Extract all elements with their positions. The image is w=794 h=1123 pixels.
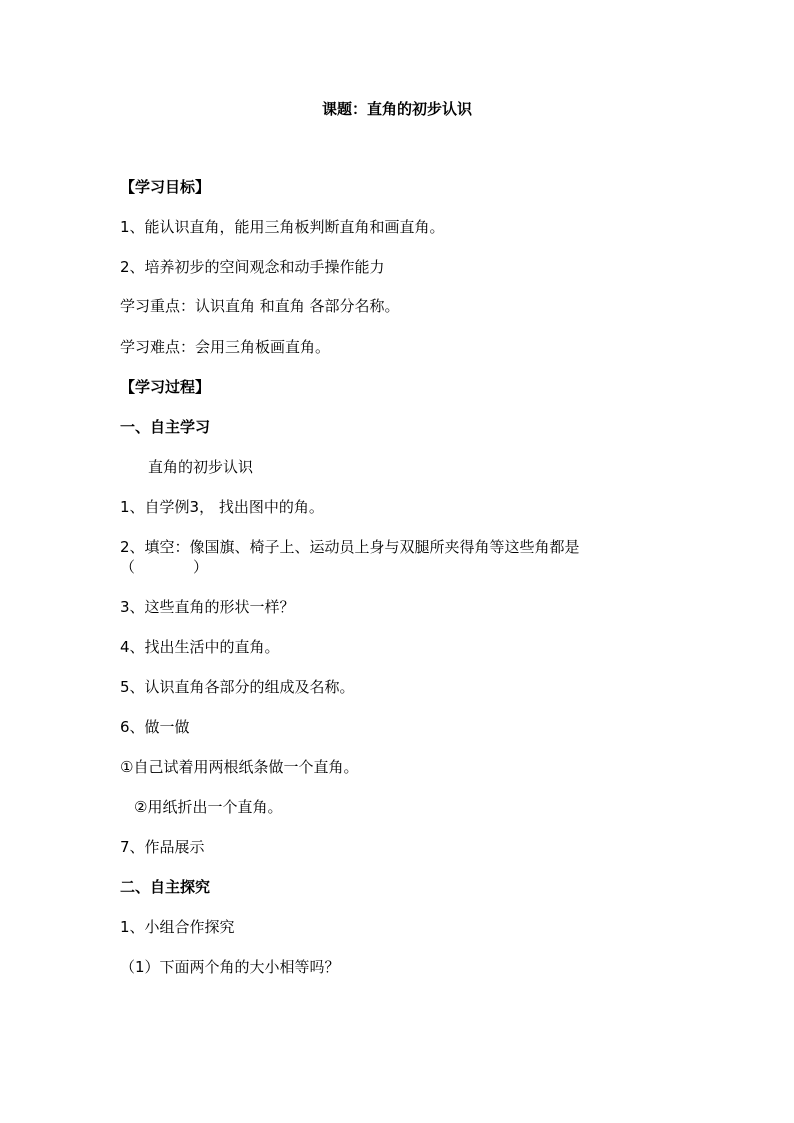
part-2-item-1: 1、小组合作探究 bbox=[120, 918, 235, 936]
goal-item-1: 1、能认识直角，能用三角板判断直角和画直角。 bbox=[120, 218, 445, 236]
step-item-6a: ①自己试着用两根纸条做一个直角。 bbox=[120, 758, 359, 776]
part-2-question-1: （1）下面两个角的大小相等吗？ bbox=[120, 958, 340, 976]
section-heading-goals: 【学习目标】 bbox=[120, 178, 211, 196]
step-item-6b: ②用纸折出一个直角。 bbox=[134, 798, 283, 816]
step-item-2: 2、填空：像国旗、椅子上、运动员上身与双腿所夹得角等这些角都是 bbox=[120, 538, 580, 556]
step-item-1: 1、自学例3， 找出图中的角。 bbox=[120, 498, 324, 516]
goal-item-2: 2、培养初步的空间观念和动手操作能力 bbox=[120, 258, 385, 276]
step-item-6: 6、做一做 bbox=[120, 718, 190, 736]
section-heading-process: 【学习过程】 bbox=[120, 378, 211, 396]
blank-open-paren: （ bbox=[120, 558, 136, 576]
part-2-heading: 二、自主探究 bbox=[120, 878, 211, 896]
difficulty-text: 学习难点：会用三角板画直角。 bbox=[120, 338, 331, 356]
step-item-7: 7、作品展示 bbox=[120, 838, 205, 856]
part-1-heading: 一、自主学习 bbox=[120, 418, 211, 436]
blank-close-paren: ） bbox=[193, 558, 209, 576]
step-item-5: 5、认识直角各部分的组成及名称。 bbox=[120, 678, 355, 696]
document-title: 课题：直角的初步认识 bbox=[321, 100, 472, 118]
key-point-text: 学习重点：认识直角 和直角 各部分名称。 bbox=[120, 297, 400, 315]
fill-in-blank bbox=[120, 557, 208, 577]
step-item-4: 4、找出生活中的直角。 bbox=[120, 638, 280, 656]
part-1-subtitle: 直角的初步认识 bbox=[148, 458, 254, 476]
step-item-3: 3、这些直角的形状一样？ bbox=[120, 598, 295, 616]
